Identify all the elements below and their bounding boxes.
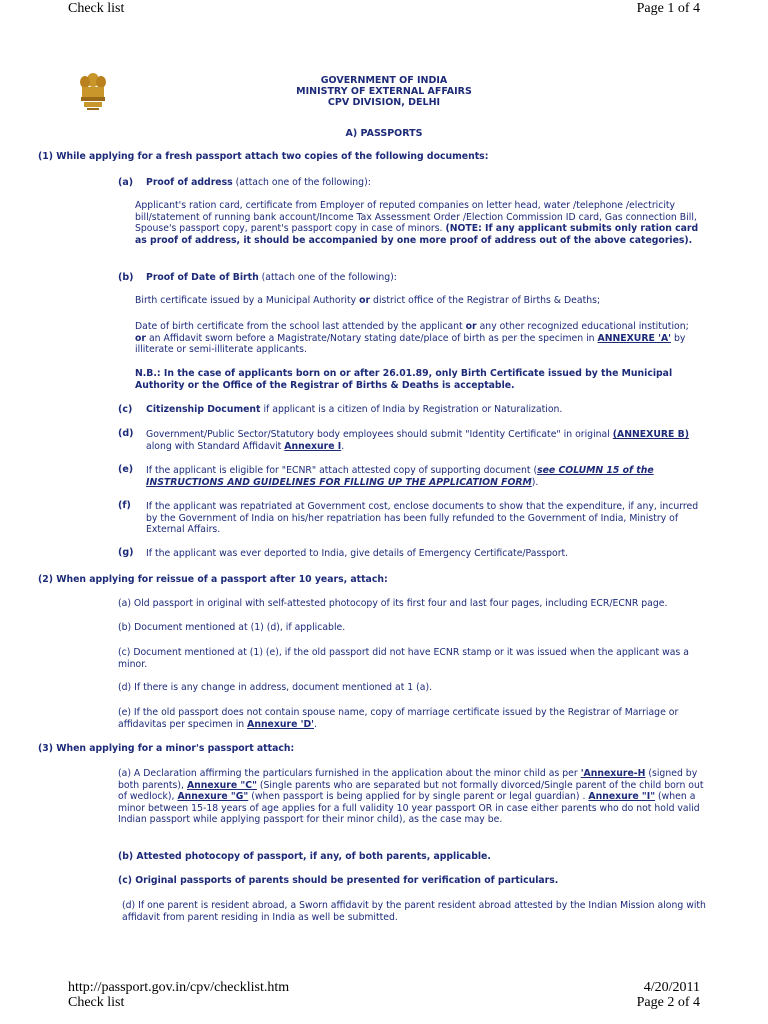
source-url: http://passport.gov.in/cpv/checklist.htm: [68, 980, 290, 995]
annexure-g-link[interactable]: Annexure "G": [177, 791, 249, 803]
print-title-next: Check list: [68, 995, 125, 1010]
header-line-2: MINISTRY OF EXTERNAL AFFAIRS: [296, 86, 472, 97]
item-d-label: (d): [118, 428, 134, 439]
item-b-para-1: [135, 295, 701, 307]
item-b-heading-rest: (attach one of the following):: [258, 272, 397, 283]
item-c-label: (c): [118, 404, 133, 415]
item-b-para-2: [135, 321, 701, 356]
item-g-text: If the applicant was ever deported to India, give details of Emergency Certificate/Passport.: [146, 548, 569, 559]
item-a-heading: [146, 177, 706, 189]
or-text: or: [135, 332, 146, 344]
dob-option-2: Date of birth certificate from the school last attended by the applicant: [135, 321, 466, 332]
annexure-d-link[interactable]: Annexure 'D': [247, 718, 315, 730]
print-header: [68, 1, 700, 17]
item-b-heading: [146, 272, 706, 284]
annexure-i-link[interactable]: Annexure I: [284, 440, 342, 452]
page-number: Page 1 of 4: [636, 1, 700, 16]
item-f-label: (f): [118, 500, 131, 511]
sec2-item-e-end: .: [314, 718, 317, 730]
section-title: A) PASSPORTS: [345, 128, 423, 139]
item-d-rest: along with Standard Affidavit: [146, 440, 285, 452]
item-b-label: (b): [118, 272, 134, 283]
item-e-end: ).: [531, 476, 539, 488]
item-d-paragraph: Government/Public Sector/Statutory body employees should submit "Identity Certificate" in original: [146, 429, 613, 440]
sec3-item-b: (b) Attested photocopy of passport, if any, of both parents, applicable.: [118, 851, 491, 862]
annexure-i-link-2[interactable]: Annexure "I": [588, 791, 656, 803]
sec3-item-a: [118, 768, 706, 826]
sec3-text-4: (when passport is being applied for by single parent or legal guardian) .: [248, 791, 589, 803]
column-15-instructions-link[interactable]: see COLUMN 15 of the INSTRUCTIONS AND GUIDELINES FOR FILLING UP THE APPLICATION FORM: [146, 465, 654, 488]
item-a-label: (a): [118, 177, 134, 188]
item-a-heading-rest: (attach one of the following):: [232, 177, 371, 188]
sec3-text-5: (when a minor between 15-18 years of age applies for a full validity 10 year passport OR in case either parents who do not hold valid Indian passport while applying passport for their minor child), as the case may be.: [118, 791, 700, 826]
item-e-paragraph: If the applicant is eligible for "ECNR" attach attested copy of supporting document (: [146, 465, 538, 476]
sec2-item-d: (d) If there is any change in address, document mentioned at 1 (a).: [118, 682, 433, 693]
item-a-paragraph: Applicant's ration card, certificate from Employer of reputed companies on letter head, water /telephone /electricity bill/statement of running bank account/Income Tax Assessment Order /Election Commission ID card, Gas connection Bill, Spouse's passport copy, parent's passport copy in case of minors.: [135, 200, 697, 235]
annexure-h-link[interactable]: 'Annexure-H: [580, 768, 646, 779]
annexure-a-link[interactable]: ANNEXURE 'A': [597, 332, 671, 344]
item-d-text: [146, 429, 702, 452]
sec2-item-b: (b) Document mentioned at (1) (d), if applicable.: [118, 622, 346, 633]
header-line-1: GOVERNMENT OF INDIA: [320, 75, 448, 86]
annexure-b-link[interactable]: (ANNEXURE B): [612, 429, 689, 440]
dob-option-1-rest: district office of the Registrar of Births & Deaths;: [370, 295, 601, 306]
print-footer: [68, 980, 700, 996]
sec3-text-3: (Single parents who are separated but not formally divorced/Single parent of the child born out of wedlock),: [118, 779, 704, 803]
item-d-end: .: [341, 440, 345, 452]
citizenship-document-heading: Citizenship Document: [146, 404, 261, 415]
item-a-note: (NOTE: If any applicant submits only ration card as proof of address, it should be accompanied by one more proof of address out of the above categories).: [135, 223, 699, 246]
item-e-label: (e): [118, 464, 134, 475]
item-g-label: (g): [118, 547, 134, 558]
header-line-3: CPV DIVISION, DELHI: [327, 97, 441, 108]
print-header-next: [68, 995, 700, 1011]
item-a-text: [135, 200, 701, 246]
sec2-item-e-paragraph: (e) If the old passport does not contain spouse name, copy of marriage certificate issued by the Registrar of Marriage or affidavitas per specimen in: [118, 707, 679, 730]
sec3-text-2: (signed by both parents),: [118, 768, 698, 791]
section-2-title: (2) When applying for reissue of a passport after 10 years, attach:: [38, 574, 388, 585]
sec2-item-e: [118, 707, 708, 730]
item-f-text: If the applicant was repatriated at Government cost, enclose documents to show that the expenditure, if any, incurred by the Government of India on his/her repatriation has been fully refunded to the Government of India, Ministry of External Affairs.: [146, 501, 699, 536]
or-text: or: [359, 295, 371, 306]
print-title: Check list: [68, 1, 125, 16]
page-number-next: Page 2 of 4: [636, 995, 700, 1010]
proof-of-dob-heading: Proof of Date of Birth: [146, 272, 259, 283]
sec2-item-c: (c) Document mentioned at (1) (e), if the old passport did not have ECNR stamp or it was issued when the applicant was a minor.: [118, 647, 689, 670]
or-text: or: [465, 321, 477, 332]
dob-option-3-rest: by illiterate or semi-illiterate applicants.: [135, 332, 686, 356]
dob-option-1: Birth certificate issued by a Municipal Authority: [135, 295, 360, 306]
item-b-nb: N.B.: In the case of applicants born on or after 26.01.89, only Birth Certificate issued by the Municipal Authority or the Office of the Registrar of Births & Deaths is acceptable.: [135, 368, 673, 391]
annexure-c-link[interactable]: Annexure "C": [186, 779, 257, 791]
sec3-item-c: (c) Original passports of parents should be presented for verification of particulars.: [118, 875, 559, 886]
item-c-text: [146, 404, 706, 416]
section-3-title: (3) When applying for a minor's passport attach:: [38, 743, 295, 754]
dob-option-3: an Affidavit sworn before a Magistrate/Notary stating date/place of birth as per the specimen in: [145, 332, 598, 344]
item-c-rest: if applicant is a citizen of India by Registration or Naturalization.: [260, 404, 563, 415]
proof-of-address-heading: Proof of address: [146, 177, 233, 188]
sec3-item-a-paragraph: (a) A Declaration affirming the particulars furnished in the application about the minor child as per: [118, 768, 581, 779]
sec2-item-a: (a) Old passport in original with self-attested photocopy of its first four and last four pages, including ECR/ECNR page.: [118, 598, 668, 609]
print-date: 4/20/2011: [643, 980, 700, 995]
dob-option-2-rest: any other recognized educational institution;: [476, 321, 689, 332]
sec3-item-d: (d) If one parent is resident abroad, a Sworn affidavit by the parent resident abroad attested by the Indian Mission along with affidavit from parent residing in India as well be submitted.: [122, 900, 706, 923]
item-e-text: [146, 465, 702, 488]
section-1-title: (1) While applying for a fresh passport attach two copies of the following documents:: [38, 151, 489, 162]
